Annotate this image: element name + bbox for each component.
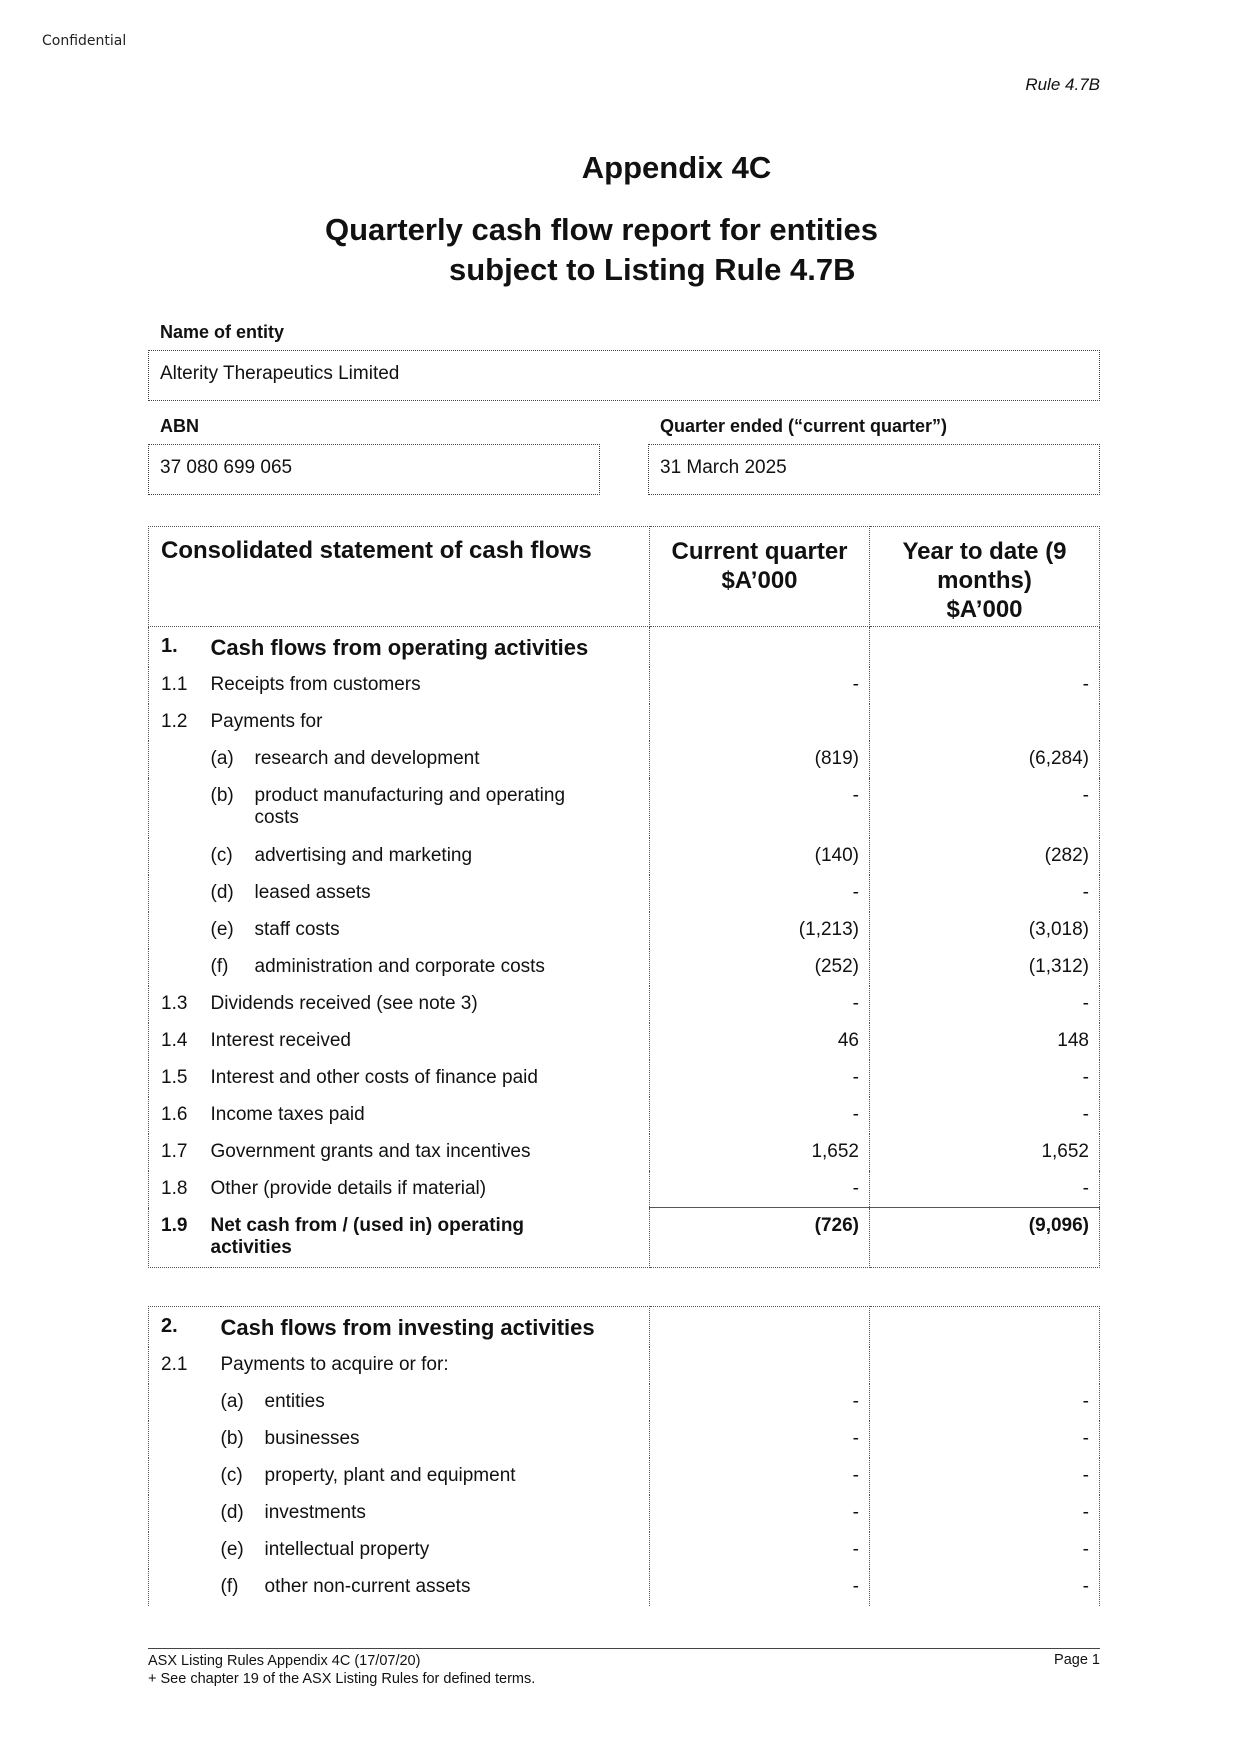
table-row: (d) leased assets - - — [149, 875, 1100, 912]
page-number: Page 1 — [1054, 1652, 1100, 1668]
footer-divider — [148, 1648, 1100, 1649]
quarter-label: Quarter ended (“current quarter”) — [660, 416, 948, 436]
quarter-field: 31 March 2025 — [648, 444, 1100, 495]
table-row: 1.6 Income taxes paid - - — [149, 1097, 1100, 1134]
table-row: (f) other non-current assets - - — [149, 1569, 1100, 1606]
table-row: 1.3 Dividends received (see note 3) - - — [149, 986, 1100, 1023]
table-row: (b) product manufacturing and operating costs - - — [149, 778, 1100, 838]
net-cash-operating-row: 1.9 Net cash from / (used in) operating activities (726) (9,096) — [149, 1208, 1100, 1268]
table-row: (d) investments - - — [149, 1495, 1100, 1532]
table-row: 1.8 Other (provide details if material) - - — [149, 1171, 1100, 1208]
table-row: (b) businesses - - — [149, 1421, 1100, 1458]
entity-name-label: Name of entity — [160, 322, 285, 342]
footer-line1: ASX Listing Rules Appendix 4C (17/07/20) — [148, 1653, 421, 1669]
table-row: (e) intellectual property - - — [149, 1532, 1100, 1569]
table-row: 1.5 Interest and other costs of finance paid - - — [149, 1060, 1100, 1097]
abn-field: 37 080 699 065 — [148, 444, 600, 495]
confidential-label: Confidential — [42, 33, 127, 49]
rule-reference: Rule 4.7B — [1025, 75, 1100, 94]
footer-line2: + See chapter 19 of the ASX Listing Rules for defined terms. — [148, 1671, 536, 1687]
table-row: (c) advertising and marketing (140) (282) — [149, 838, 1100, 875]
abn-label: ABN — [160, 416, 199, 436]
table-row: (c) property, plant and equipment - - — [149, 1458, 1100, 1495]
table-row: 1.7 Government grants and tax incentives 1,652 1,652 — [149, 1134, 1100, 1171]
cashflow-table-investing — [148, 1306, 1100, 1606]
cashflow-table-operating — [148, 526, 1100, 1268]
entity-name-field: Alterity Therapeutics Limited — [148, 350, 1100, 401]
table-header-row — [149, 527, 1100, 627]
table-row: 1.4 Interest received 46 148 — [149, 1023, 1100, 1060]
year-to-date-header: Year to date (9 months) $A’000 — [870, 527, 1100, 627]
section-heading-row: 1. Cash flows from operating activities — [149, 627, 1100, 667]
table-row: 2.1 Payments to acquire or for: — [149, 1347, 1100, 1384]
table-row: (a) research and development (819) (6,284) — [149, 741, 1100, 778]
table-row: (a) entities - - — [149, 1384, 1100, 1421]
current-quarter-header: Current quarter $A’000 — [650, 527, 870, 627]
table-row: 1.2 Payments for — [149, 704, 1100, 741]
table-row: 1.1 Receipts from customers - - — [149, 667, 1100, 704]
page-title: Appendix 4C — [581, 150, 772, 185]
table-row: (f) administration and corporate costs (252) (1,312) — [149, 949, 1100, 986]
section-heading-row: 2. Cash flows from investing activities — [149, 1307, 1100, 1347]
footer-notes — [148, 1652, 535, 1688]
statement-header: Consolidated statement of cash flows — [149, 527, 650, 627]
table-row: (e) staff costs (1,213) (3,018) — [149, 912, 1100, 949]
